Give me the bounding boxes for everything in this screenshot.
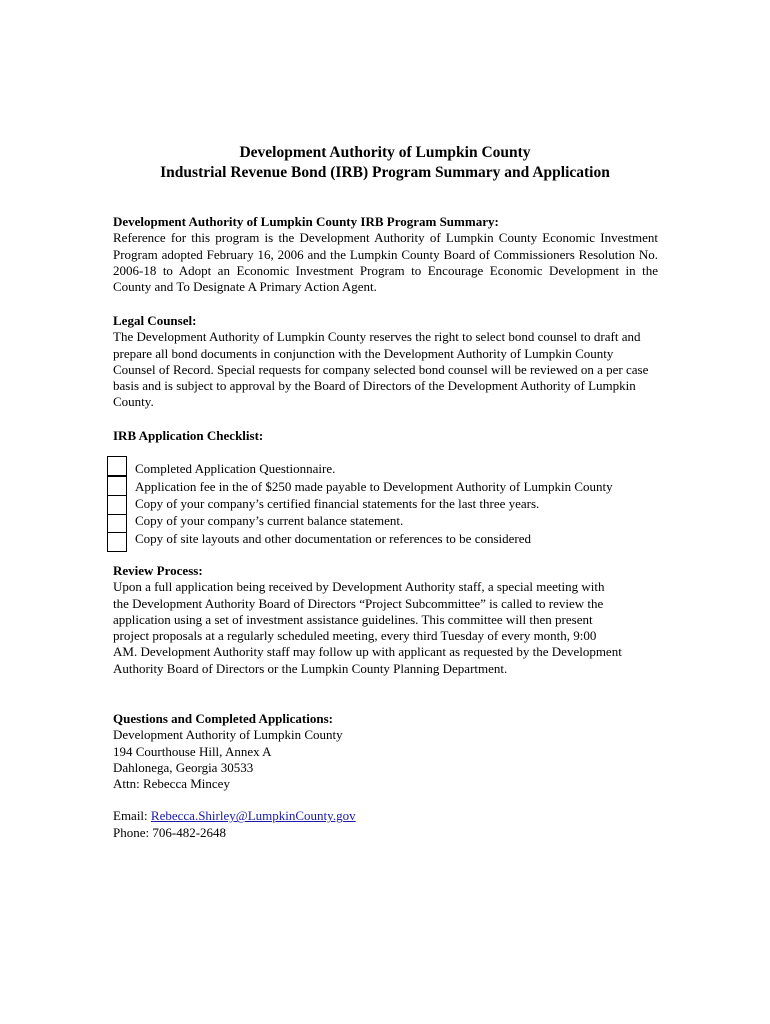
checklist-item: [113, 513, 658, 530]
checklist-item: [113, 496, 658, 513]
legal-body: The Development Authority of Lumpkin County reserves the right to select bond counsel to draft and prepare all bond documents in conjunction with the Development Authority of Lumpkin County Counsel of Record. Special requests for company selected bond counsel will be reviewed on a per case basis and is subject to approval by the Board of Directors of the Development Authority of Lumpkin County.: [113, 329, 649, 410]
contact-section: [113, 711, 658, 841]
legal-section: [113, 313, 658, 411]
checkbox-application-questionnaire[interactable]: [107, 456, 127, 476]
contact-heading: Questions and Completed Applications:: [113, 711, 333, 726]
review-heading: Review Process:: [113, 563, 203, 578]
review-line: AM. Development Authority staff may follow up with applicant as requested by the Development: [113, 644, 622, 660]
checklist-section: [113, 428, 658, 548]
checkbox-site-layouts[interactable]: [107, 532, 127, 552]
review-line: Upon a full application being received by Development Authority staff, a special meeting with: [113, 579, 605, 595]
checkbox-financial-statements[interactable]: [107, 495, 127, 515]
address-line: Attn: Rebecca Mincey: [113, 776, 230, 792]
checklist-item: [113, 461, 658, 478]
summary-heading: Development Authority of Lumpkin County IRB Program Summary:: [113, 214, 499, 229]
checklist-item-label: Application fee in the of $250 made payable to Development Authority of Lumpkin County: [135, 478, 613, 494]
address-line: Dahlonega, Georgia 30533: [113, 759, 254, 775]
summary-section: [113, 214, 658, 295]
summary-body: Reference for this program is the Development Authority of Lumpkin County Economic Investment Program adopted February 16, 2006 and the Lumpkin County Board of Commissioners Resolution No. 2006-18 to Adopt an Economic Investment Program to Encourage Economic Development in the County and To Designate A Primary Action Agent.: [113, 230, 658, 295]
title-line-2: Industrial Revenue Bond (IRB) Program Summary and Application: [160, 164, 610, 181]
checkbox-balance-statement[interactable]: [107, 514, 127, 534]
checklist-item: [113, 479, 658, 496]
checkbox-application-fee[interactable]: [107, 476, 127, 496]
review-line: Authority Board of Directors or the Lumpkin County Planning Department.: [113, 660, 508, 676]
page-title: [0, 143, 770, 183]
address-line: 194 Courthouse Hill, Annex A: [113, 743, 272, 759]
email-line: [113, 808, 658, 824]
checklist-item: [113, 531, 658, 548]
checklist-item-label: Copy of site layouts and other documentation or references to be considered: [135, 530, 532, 546]
review-line: application using a set of investment assistance guidelines. This committee will then present: [113, 611, 593, 627]
legal-heading: Legal Counsel:: [113, 313, 197, 328]
address-line: Development Authority of Lumpkin County: [113, 727, 343, 743]
checklist-item-label: Completed Application Questionnaire.: [135, 461, 336, 477]
checklist-item-label: Copy of your company’s current balance statement.: [135, 513, 404, 529]
email-link[interactable]: Rebecca.Shirley@LumpkinCounty.gov: [150, 808, 356, 824]
email-label: Email:: [113, 808, 151, 824]
review-line: the Development Authority Board of Directors “Project Subcommittee” is called to review the: [113, 595, 604, 611]
title-line-1: Development Authority of Lumpkin County: [239, 144, 531, 161]
phone-line: Phone: 706-482-2648: [113, 824, 227, 840]
review-line: project proposals at a regularly scheduled meeting, every third Tuesday of every month, 9:00: [113, 628, 597, 644]
checklist-item-label: Copy of your company’s certified financial statements for the last three years.: [135, 496, 540, 512]
review-section: [113, 563, 658, 677]
checklist-heading: IRB Application Checklist:: [113, 428, 264, 443]
